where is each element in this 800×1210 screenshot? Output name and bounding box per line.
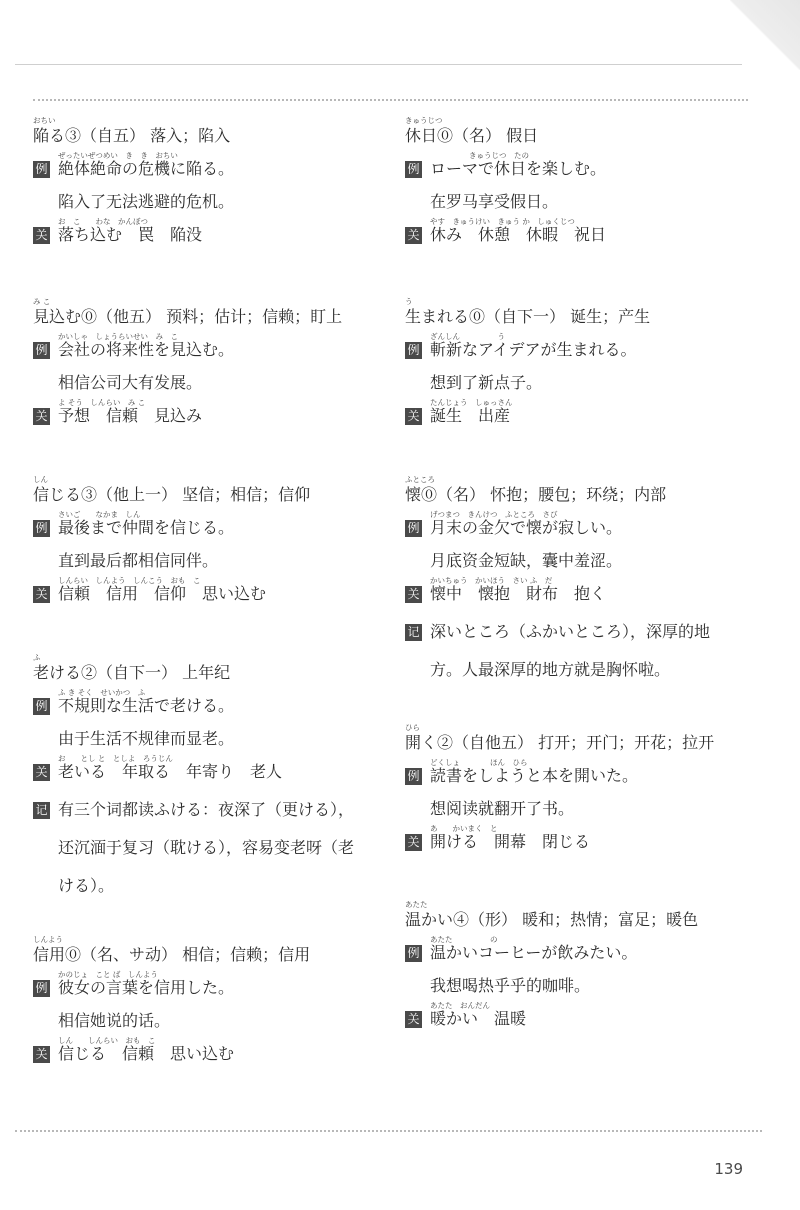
related-mark: 关: [405, 227, 422, 244]
bottom-dotted-rule: [15, 1130, 762, 1132]
example-sentence: 斬新なアイデアが生まれる。: [430, 340, 637, 359]
top-rule: [15, 64, 742, 65]
example-sentence: 会社の将来性を見込む。: [58, 340, 235, 359]
example-mark: 例: [33, 342, 50, 359]
vocab-entry: しんよう 信用⓪（名、サ动） 相信；信赖；信用 例 かのじょ こと ば しんよう 彼女の言葉を信用した。 相信她说的话。 关 しん しんらい おも こ 信じる 信頼 思い込む: [33, 934, 311, 1063]
related-words: 懐中 懐抱 財布 抱く: [430, 584, 607, 603]
example-sentence: 彼女の言葉を信用した。: [58, 978, 235, 997]
related-mark: 关: [33, 227, 50, 244]
vocab-entry: う 生まれる⓪（自下一） 诞生；产生 例 ざんしん う 斬新なアイデアが生まれる。 想到了新点子。 关 たんじょう しゅっさん 誕生 出産: [405, 296, 651, 425]
translation: 想到了新点子。: [430, 373, 543, 392]
translation: 想阅读就翻开了书。: [430, 799, 575, 818]
example-mark: 例: [405, 161, 422, 178]
headword: 陥る③（自五） 落入；陷入: [33, 126, 231, 145]
example-mark: 例: [33, 980, 50, 997]
related-words: 落ち込む 罠 陥没: [58, 225, 203, 244]
example-sentence: 絶体絶命の危機に陥る。: [58, 159, 235, 178]
note-mark: 记: [33, 802, 50, 819]
headword: 懐⓪（名） 怀抱；腰包；环绕；内部: [405, 485, 667, 504]
related-mark: 关: [33, 408, 50, 425]
related-words: 休み 休憩 休暇 祝日: [430, 225, 607, 244]
vocab-entry: ふ 老ける②（自下一） 上年纪 例 ふ き そく せいかつ ふ 不規則な生活で老ける。 由于生活不规律而显老。 关 お とし と としよ ろうじん 老いる 年取る 年寄り 老人 记 有三个词都读ふける：夜深了（更ける）， 还沉湎于复习（耽ける），容易变老呀（老 ける）。: [33, 652, 355, 895]
translation: 由于生活不规律而显老。: [58, 729, 235, 748]
top-dotted-rule: [33, 99, 748, 101]
vocab-entry: ふところ 懐⓪（名） 怀抱；腰包；环绕；内部 例 げつまつ きんけつ ふところ さび 月末の金欠で懐が寂しい。 月底资金短缺，囊中羞涩。 关 かいちゅう かいほう さい ふ だ 懐中 懐抱 財布 抱く 记 深いところ（ふかいところ），深厚的地 方。人最深厚的地方就是胸怀啦。: [405, 474, 711, 679]
example-mark: 例: [33, 161, 50, 178]
headword: 温かい④（形） 暖和；热情；富足；暖色: [405, 910, 699, 929]
example-sentence: 最後まで仲間を信じる。: [58, 518, 235, 537]
vocab-entry: おちい 陥る③（自五） 落入；陷入 例 ぜったいぜつめい き き おちい 絶体絶命の危機に陥る。 陷入了无法逃避的危机。 关 お こ わな かんぼつ 落ち込む 罠 陥没: [33, 115, 235, 244]
translation: 陷入了无法逃避的危机。: [58, 192, 235, 211]
translation: 我想喝热乎乎的咖啡。: [430, 976, 591, 995]
related-words: 誕生 出産: [430, 406, 511, 425]
headword: 生まれる⓪（自下一） 诞生；产生: [405, 307, 651, 326]
example-sentence: 月末の金欠で懐が寂しい。: [430, 518, 623, 537]
related-words: 開ける 開幕 閉じる: [430, 832, 591, 851]
example-sentence: 温かいコーヒーが飲みたい。: [430, 943, 638, 962]
vocab-entry: み こ 見込む⓪（他五） 预料；估计；信赖；盯上 例 かいしゃ しょうらいせい み こ 会社の将来性を見込む。 相信公司大有发展。 关 よ そう しんらい み こ 予想 信頼 見込み: [33, 296, 343, 425]
headword: 開く②（自他五） 打开；开门；开花；拉开: [405, 733, 715, 752]
translation: 在罗马享受假日。: [430, 192, 559, 211]
vocab-entry: きゅうじつ 休日⓪（名） 假日 例 きゅうじつ たの ローマで休日を楽しむ。 在罗马享受假日。 关 やす きゅうけい きゅう か しゅくじつ 休み 休憩 休暇 祝日: [405, 115, 607, 244]
translation: 相信公司大有发展。: [58, 373, 203, 392]
related-mark: 关: [33, 586, 50, 603]
vocab-entry: しん 信じる③（他上一） 坚信；相信；信仰 例 さいご なかま しん 最後まで仲間を信じる。 直到最后都相信同伴。 关 しんらい しんよう しんこう おも こ 信頼 信用 信仰 思い込む: [33, 474, 311, 603]
example-sentence: 不規則な生活で老ける。: [58, 696, 235, 715]
translation: 月底资金短缺，囊中羞涩。: [430, 551, 623, 570]
headword: 信用⓪（名、サ动） 相信；信赖；信用: [33, 945, 311, 964]
headword: 老ける②（自下一） 上年纪: [33, 663, 231, 682]
related-words: 暖かい 温暖: [430, 1009, 527, 1028]
related-mark: 关: [33, 764, 50, 781]
headword: 休日⓪（名） 假日: [405, 126, 539, 145]
translation: 相信她说的话。: [58, 1011, 171, 1030]
example-mark: 例: [405, 945, 422, 962]
vocab-entry: ひら 開く②（自他五） 打开；开门；开花；拉开 例 どくしょ ほん ひら 読書をしようと本を開いた。 想阅读就翻开了书。 关 あ かいまく と 開ける 開幕 閉じる: [405, 722, 715, 851]
headword: 信じる③（他上一） 坚信；相信；信仰: [33, 485, 311, 504]
example-sentence: ローマで休日を楽しむ。: [430, 159, 607, 178]
note-line: 有三个词都读ふける：夜深了（更ける），: [58, 800, 355, 819]
related-words: 信頼 信用 信仰 思い込む: [58, 584, 267, 603]
note-line: 还沉湎于复习（耽ける），容易变老呀（老: [58, 838, 355, 857]
related-words: 信じる 信頼 思い込む: [58, 1044, 235, 1063]
headword: 見込む⓪（他五） 预料；估计；信赖；盯上: [33, 307, 343, 326]
note-line: ける）。: [58, 876, 115, 895]
example-mark: 例: [405, 768, 422, 785]
page-corner-fold: [730, 0, 800, 70]
example-mark: 例: [405, 520, 422, 537]
related-words: 老いる 年取る 年寄り 老人: [58, 762, 283, 781]
related-mark: 关: [33, 1046, 50, 1063]
example-mark: 例: [405, 342, 422, 359]
related-mark: 关: [405, 1011, 422, 1028]
example-mark: 例: [33, 520, 50, 537]
example-mark: 例: [33, 698, 50, 715]
example-sentence: 読書をしようと本を開いた。: [430, 766, 639, 785]
related-mark: 关: [405, 586, 422, 603]
note-mark: 记: [405, 624, 422, 641]
translation: 直到最后都相信同伴。: [58, 551, 219, 570]
note-line: 方。人最深厚的地方就是胸怀啦。: [430, 660, 671, 679]
related-mark: 关: [405, 834, 422, 851]
vocab-entry: あたた 温かい④（形） 暖和；热情；富足；暖色 例 あたた の 温かいコーヒーが飲みたい。 我想喝热乎乎的咖啡。 关 あたた おんだん 暖かい 温暖: [405, 899, 699, 1028]
related-mark: 关: [405, 408, 422, 425]
note-line: 深いところ（ふかいところ），深厚的地: [430, 622, 711, 641]
page-number: 139: [714, 1160, 743, 1178]
related-words: 予想 信頼 見込み: [58, 406, 203, 425]
